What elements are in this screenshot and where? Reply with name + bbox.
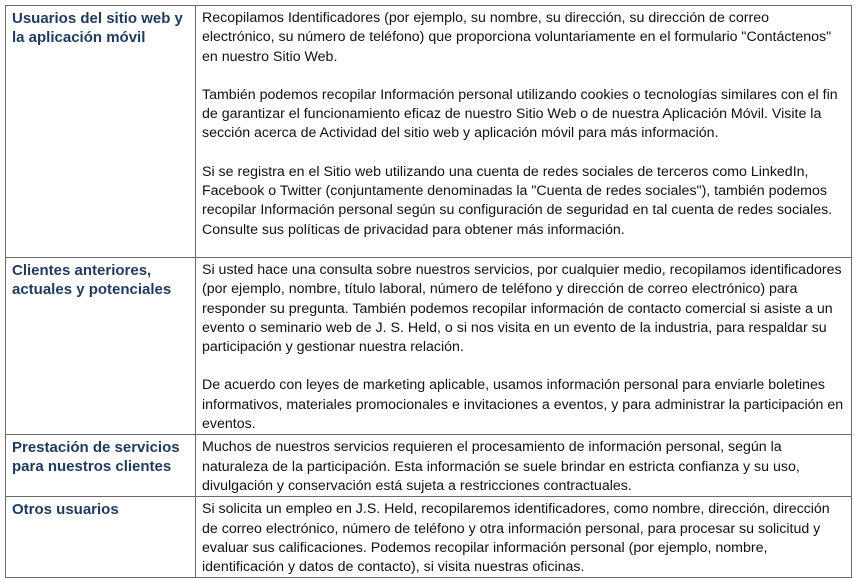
- description-cell: [196, 258, 852, 435]
- category-cell: Usuarios del sitio web y la aplicación móvil: [6, 6, 196, 258]
- description-cell: [196, 497, 852, 578]
- paragraph: Si se registra en el Sitio web utilizando una cuenta de redes sociales de terceros como LinkedIn, Facebook o Twitter (conjuntamente denominadas la "Cuenta de redes sociales"), también podemos recopilar Información personal según su configuración de seguridad en tal cuenta de redes sociales. Consulte sus políticas de privacidad para obtener más información.: [202, 163, 833, 238]
- description-cell: [196, 435, 852, 497]
- category-cell: Clientes anteriores, actuales y potenciales: [6, 258, 196, 435]
- paragraph: Si solicita un empleo en J.S. Held, recopilaremos identificadores, como nombre, dirección, dirección de correo electrónico, número de teléfono y otra información personal, para procesar su solicitud y evaluar sus calificaciones. Podemos recopilar información personal (por ejemplo, nombre, identificación y datos de contacto), si visita nuestras oficinas.: [202, 501, 830, 576]
- table-row: [6, 258, 852, 435]
- table-row: [6, 497, 852, 578]
- paragraph: Muchos de nuestros servicios requieren el procesamiento de información personal, según la naturaleza de la participación. Esta información se suele brindar en estricta confianza y su uso, divulgación y conservación está sujeta a restricciones contractuales.: [202, 439, 800, 494]
- table-row: [6, 6, 852, 258]
- privacy-data-table: [5, 5, 852, 578]
- paragraph: Recopilamos Identificadores (por ejemplo, su nombre, su dirección, su dirección de correo electrónico, su número de teléfono) que proporciona voluntariamente en el formulario "Contáctenos" en nuestro Sitio Web.: [202, 10, 832, 65]
- table-row: [6, 435, 852, 497]
- category-cell: Prestación de servicios para nuestros clientes: [6, 435, 196, 497]
- category-cell: Otros usuarios: [6, 497, 196, 578]
- paragraph: Si usted hace una consulta sobre nuestros servicios, por cualquier medio, recopilamos identificadores (por ejemplo, nombre, título laboral, número de teléfono y dirección de correo electrónico) para responder su pregunta. También podemos recopilar información de contacto comercial si asiste a un evento o seminario web de J. S. Held, o si nos visita en un evento de la industria, para respaldar su participación y gestionar nuestra relación.: [202, 262, 842, 356]
- paragraph: También podemos recopilar Información personal utilizando cookies o tecnologías similares con el fin de garantizar el funcionamiento eficaz de nuestro Sitio Web o de nuestra Aplicación Móvil. Visite la sección acerca de Actividad del sitio web y aplicación móvil para más información.: [202, 86, 838, 142]
- paragraph: De acuerdo con leyes de marketing aplicable, usamos información personal para enviarle boletines informativos, materiales promocionales e invitaciones a eventos, y para administrar la participación en eventos.: [202, 377, 844, 433]
- description-cell: [196, 6, 852, 258]
